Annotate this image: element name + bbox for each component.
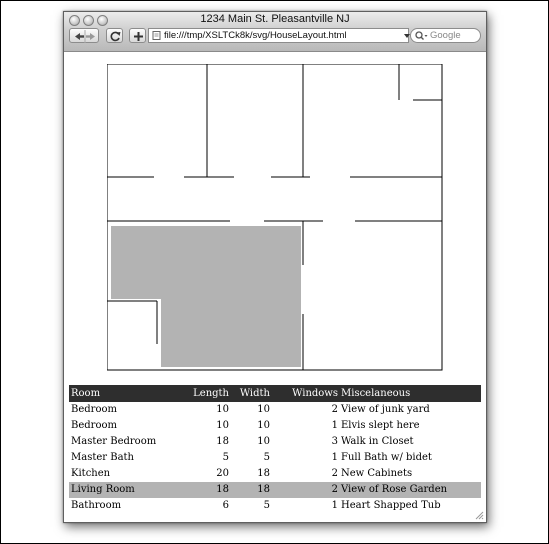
search-placeholder: Google <box>430 30 461 41</box>
room-table <box>69 385 481 514</box>
header-room[interactable]: Room <box>71 388 101 399</box>
cell-misc: Heart Shapped Tub <box>341 500 441 511</box>
add-bookmark-button[interactable] <box>129 28 146 43</box>
cell-length: 5 <box>222 452 229 463</box>
cell-length: 20 <box>216 468 229 479</box>
cell-width: 18 <box>257 468 270 479</box>
table-row[interactable] <box>69 450 481 466</box>
address-bar[interactable] <box>148 28 409 43</box>
resize-grip-icon[interactable] <box>474 510 484 520</box>
cell-room: Bedroom <box>71 420 117 431</box>
cell-windows: 1 <box>331 452 338 463</box>
cell-windows: 3 <box>331 436 338 447</box>
cell-length: 18 <box>216 436 229 447</box>
table-row-highlighted[interactable] <box>69 482 481 498</box>
cell-room: Living Room <box>71 484 135 495</box>
cell-length: 18 <box>216 484 229 495</box>
table-header <box>69 385 481 402</box>
header-width[interactable]: Width <box>239 388 270 399</box>
reload-icon <box>107 29 124 44</box>
cell-room: Master Bath <box>71 452 134 463</box>
table-row[interactable] <box>69 466 481 482</box>
cell-room: Kitchen <box>71 468 111 479</box>
search-field[interactable] <box>410 28 481 43</box>
header-misc[interactable]: Miscelaneous <box>341 388 411 399</box>
cell-misc: View of Rose Garden <box>341 484 448 495</box>
cell-width: 10 <box>257 420 270 431</box>
cell-windows: 2 <box>331 404 338 415</box>
cell-windows: 2 <box>331 468 338 479</box>
file-icon <box>152 31 161 40</box>
reload-button[interactable] <box>106 28 123 43</box>
cell-room: Bathroom <box>71 500 122 511</box>
cell-length: 10 <box>216 420 229 431</box>
table-row[interactable] <box>69 434 481 450</box>
address-url: file:///tmp/XSLTCk8k/svg/HouseLayout.html <box>164 30 347 41</box>
browser-window <box>63 11 487 523</box>
title-bar[interactable] <box>64 12 486 52</box>
search-icon <box>415 31 428 41</box>
cell-windows: 1 <box>331 500 338 511</box>
back-arrow-icon[interactable] <box>75 33 84 40</box>
cell-width: 5 <box>263 500 270 511</box>
cell-misc: Walk in Closet <box>341 436 414 447</box>
cell-windows: 1 <box>331 420 338 431</box>
header-windows[interactable]: Windows <box>292 388 338 399</box>
back-forward-buttons[interactable] <box>69 28 99 43</box>
cell-misc: View of junk yard <box>341 404 430 415</box>
floor-plan <box>107 64 443 372</box>
cell-length: 6 <box>222 500 229 511</box>
cell-width: 10 <box>257 436 270 447</box>
table-row[interactable] <box>69 402 481 418</box>
cell-misc: Full Bath w/ bidet <box>341 452 432 463</box>
cell-length: 10 <box>216 404 229 415</box>
forward-arrow-icon[interactable] <box>86 33 95 40</box>
header-length[interactable]: Length <box>193 388 229 399</box>
cell-width: 18 <box>257 484 270 495</box>
cell-width: 10 <box>257 404 270 415</box>
table-row[interactable] <box>69 498 481 514</box>
cell-room: Master Bedroom <box>71 436 157 447</box>
cell-width: 5 <box>263 452 270 463</box>
cell-misc: New Cabinets <box>341 468 413 479</box>
plus-icon <box>130 29 147 44</box>
cell-misc: Elvis slept here <box>341 420 420 431</box>
window-title: 1234 Main St. Pleasantville NJ <box>200 13 350 25</box>
cell-room: Bedroom <box>71 404 117 415</box>
cell-windows: 2 <box>331 484 338 495</box>
table-row[interactable] <box>69 418 481 434</box>
